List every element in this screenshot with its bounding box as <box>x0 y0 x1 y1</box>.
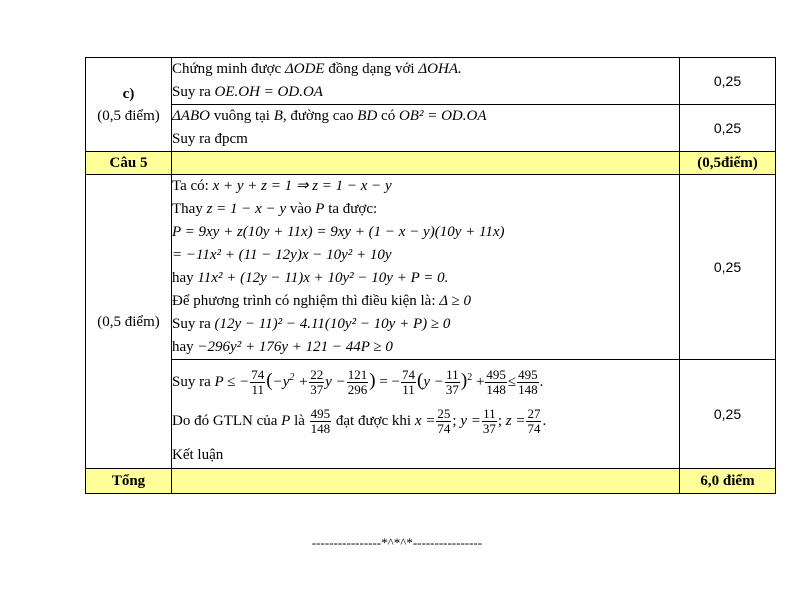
q5-l5 <box>172 267 679 290</box>
q5-b2-l2: Do đó GTLN của P là $\frac{495}{148}$ đạt được khi x = $\frac{25}{74}$ ; y = $\frac{11}{37}$ ; z = $\frac{27}{74}$ . <box>172 406 547 437</box>
num: 11 <box>483 406 496 422</box>
c-block1-content <box>172 58 680 105</box>
row-c-block1 <box>86 58 776 105</box>
math: ΔOHA. <box>418 61 462 77</box>
text: Suy ra <box>172 374 211 390</box>
math: BD <box>357 108 378 124</box>
q5-l3: P = 9xy + z(10y + 11x) = 9xy + (1 − x − y)(10y + 11x) <box>172 224 505 240</box>
row-c-block2 <box>86 105 776 152</box>
den: 74 <box>437 421 451 437</box>
num: 27 <box>527 406 541 422</box>
math: OB² = OD.OA <box>398 108 487 124</box>
q5-l4: = −11x² + (11 − 12y)x − 10y² + 10y <box>172 247 392 263</box>
fraction <box>445 368 460 397</box>
text: có <box>381 108 396 124</box>
fraction <box>401 368 416 397</box>
end-marker: ----------------*^*^*---------------- <box>311 535 483 550</box>
part-points: (0,5 điểm) <box>97 107 160 124</box>
c-b2-line1 <box>172 105 679 128</box>
fraction <box>250 368 265 397</box>
math: OE.OH = OD.OA <box>214 84 323 100</box>
fraction <box>347 368 369 397</box>
text: Để phương trình có nghiệm thì điều kiện là: <box>172 293 436 309</box>
text: Ta có: <box>172 178 209 194</box>
num: 495 <box>518 367 538 383</box>
math: 11x² + (12y − 11)x + 10y² − 10y + P = 0. <box>197 270 449 286</box>
q5-block2-content <box>172 360 680 469</box>
fraction <box>482 407 497 436</box>
text: Suy ra <box>172 84 211 100</box>
row-total <box>86 469 776 494</box>
text: Suy ra <box>172 316 211 332</box>
text: , đường cao <box>282 108 354 124</box>
text: hay <box>172 339 194 355</box>
math: z = 1 − x − y <box>206 201 287 217</box>
text: là <box>294 413 305 429</box>
q5-block2-score: 0,25 <box>680 360 776 469</box>
num: 22 <box>310 367 324 383</box>
num: 74 <box>251 367 265 383</box>
math: Δ ≥ 0 <box>439 293 472 309</box>
fraction <box>485 368 507 397</box>
row-c-label <box>86 58 172 152</box>
text: hay <box>172 270 194 286</box>
math: B <box>273 108 283 124</box>
total-label: Tổng <box>86 469 172 494</box>
den: 148 <box>486 382 506 398</box>
text: vuông tại <box>213 108 270 124</box>
c-block2-content <box>172 105 680 152</box>
row-q5-block2 <box>86 360 776 469</box>
q5-block1-score: 0,25 <box>680 175 776 360</box>
den: 296 <box>347 382 368 398</box>
math: P ≤ − <box>214 374 250 390</box>
cau5-points: (0,5điểm) <box>680 152 776 175</box>
fraction <box>517 368 539 397</box>
den: 11 <box>402 382 415 398</box>
text: vào <box>289 201 312 217</box>
fraction <box>310 407 332 436</box>
den: 37 <box>482 421 496 437</box>
den: 11 <box>251 382 265 398</box>
part-label: c) <box>122 85 135 102</box>
num: 121 <box>347 367 368 383</box>
math: P <box>315 201 325 217</box>
c-b1-line2 <box>172 81 679 104</box>
c-block1-score: 0,25 <box>680 58 776 105</box>
text: ta được: <box>328 201 378 217</box>
row-q5-block1 <box>86 175 776 360</box>
text: Chứng minh được <box>172 61 282 77</box>
den: 74 <box>527 421 541 437</box>
num: 495 <box>310 406 331 422</box>
c-b2-line2: Suy ra đpcm <box>172 131 248 147</box>
fraction <box>309 368 324 397</box>
q5-l2 <box>172 198 679 221</box>
math: P <box>281 413 291 429</box>
den: 37 <box>445 382 459 398</box>
text: Do đó GTLN của <box>172 413 278 429</box>
text: đạt được khi <box>335 413 412 429</box>
q5-block1-content <box>172 175 680 360</box>
cau5-empty <box>172 152 680 175</box>
q5-l7 <box>172 313 679 336</box>
math: ΔODE <box>284 61 325 77</box>
q5-b2-l1: Suy ra P ≤ − $\frac{74}{11}$ ($-y^2$ + $\frac{22}{37}$ y − $\frac{121}{296}$ ) = − $\frac{74}{11}$ (y − $\frac{11}{37}$ )$^2$ + $\frac{495}{148}$ ≤ $\frac{495}{148}$ . <box>172 367 544 398</box>
num: 11 <box>446 367 459 383</box>
q5-l8 <box>172 336 679 359</box>
q5-b2-l3: Kết luận <box>172 447 224 463</box>
num: 74 <box>402 367 416 383</box>
fraction <box>526 407 541 436</box>
text: Thay <box>172 201 203 217</box>
math: (12y − 11)² − 4.11(10y² − 10y + P) ≥ 0 <box>214 316 451 332</box>
math: ΔABO <box>172 108 210 124</box>
den: 37 <box>310 382 324 398</box>
q5-l1 <box>172 175 679 198</box>
math: −296y² + 176y + 121 − 44P ≥ 0 <box>197 339 393 355</box>
den: 148 <box>310 421 331 437</box>
cau5-label: Câu 5 <box>86 152 172 175</box>
c-block2-score: 0,25 <box>680 105 776 152</box>
text: đồng dạng với <box>328 61 415 77</box>
row-cau5-header <box>86 152 776 175</box>
q5-l6 <box>172 290 679 313</box>
num: 25 <box>437 406 451 422</box>
den: 148 <box>518 382 538 398</box>
total-empty <box>172 469 680 494</box>
q5-label: (0,5 điểm) <box>86 175 172 469</box>
total-points: 6,0 điểm <box>680 469 776 494</box>
grading-table <box>85 57 776 494</box>
c-b1-line1 <box>172 58 679 81</box>
fraction <box>436 407 451 436</box>
num: 495 <box>486 367 506 383</box>
math: x + y + z = 1 ⇒ z = 1 − x − y <box>212 178 392 194</box>
